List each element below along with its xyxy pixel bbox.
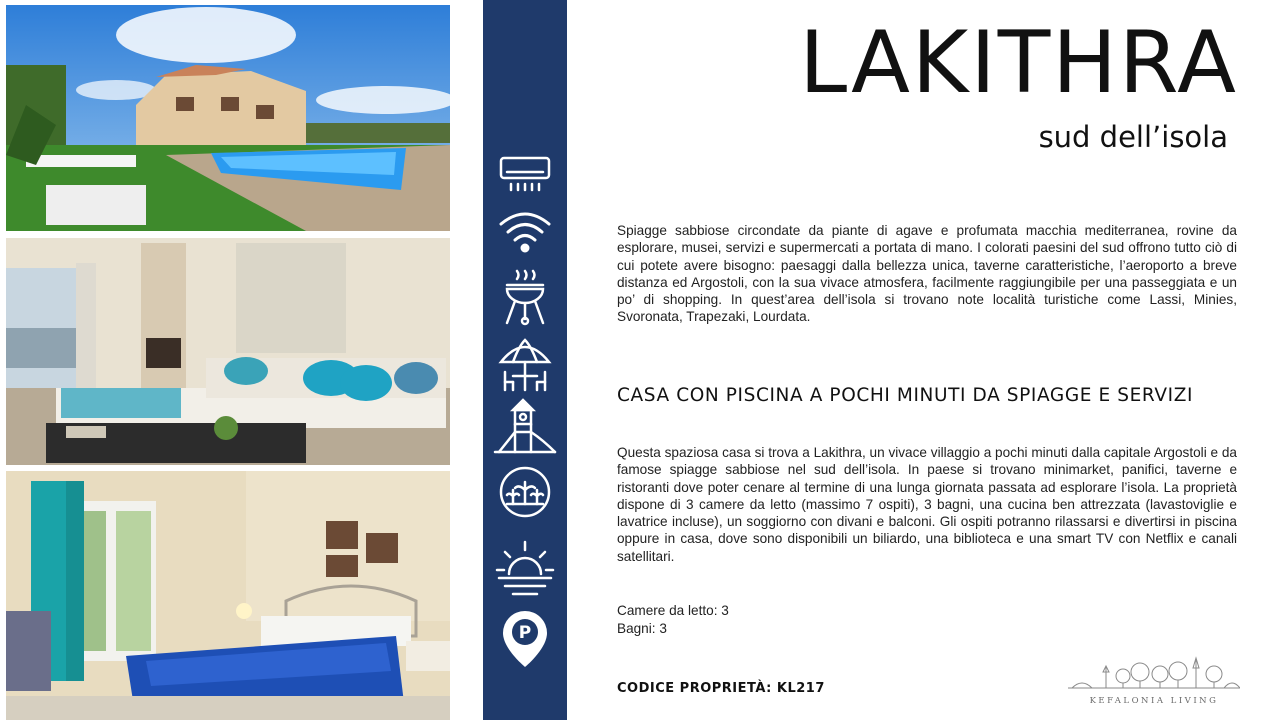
patio-umbrella-icon	[483, 332, 567, 396]
property-headline: CASA CON PISCINA A POCHI MINUTI DA SPIAGGE E SERVIZI	[617, 385, 1194, 406]
location-subtitle: sud dell’isola	[1038, 120, 1228, 154]
property-description: Questa spaziosa casa si trova a Lakithra, un vivace villaggio a pochi minuti dalla capitale Argostoli e da famose spiagge sabbiose nel sud dell’isola. In paese si trovano minimarket, panifici, taverne e ristoranti dove poter cenare al termine di una lunga giornata passata ad esplorare l’isola. La proprietà dispone di 3 camere da letto (massimo 7 ospiti), 3 bagni, una cucina ben attrezzata (lavastoviglie e lavatrice incluse), un soggiorno con divani e balconi. Gli ospiti potranno rilassarsi e divertirsi in piscina oppure in casa, dove sono disponibili un biliardo, una biblioteca e una smart TV con Netflix e canali satellitari.	[617, 445, 1237, 564]
property-facts	[617, 602, 729, 638]
bedrooms-count: Camere da letto: 3	[617, 603, 729, 618]
villa-pool-photo	[6, 5, 450, 231]
area-description: Spiagge sabbiose circondate da piante di agave e profumata macchia mediterranea, rovine da esplorare, musei, servizi e supermercati a portata di mano. I colorati paesini del sud offrono tutto ciò di cui potete avere bisogno: paesaggi dalla bellezza unica, taverne caratteristiche, l’aeroporto a breve distanza ed Argostoli, con la sua vivace atmosfera, facilmente raggiungibile per una passeggiata e un po’ di shopping. In quest’area dell’isola si trovano note località turistiche come Lassi, Minies, Svoronata, Trapezaki, Lourdata.	[617, 223, 1237, 325]
logo-text: KEFALONIA LIVING	[1089, 696, 1219, 706]
playground-icon	[483, 396, 567, 460]
kefalonia-living-logo	[1068, 652, 1240, 712]
amenities-sidebar	[483, 0, 567, 720]
bathrooms-count: Bagni: 3	[617, 621, 667, 636]
location-title: LAKITHRA	[799, 13, 1238, 113]
garden-icon	[483, 460, 567, 524]
living-room-photo	[6, 238, 450, 465]
wifi-icon	[483, 200, 567, 264]
parking-icon	[483, 607, 567, 671]
property-code: CODICE PROPRIETÀ: KL217	[617, 681, 825, 696]
bedroom-photo	[6, 471, 450, 720]
air-conditioner-icon	[483, 142, 567, 206]
svg-text:P: P	[518, 623, 532, 643]
sunset-icon	[483, 536, 567, 600]
barbecue-icon	[483, 265, 567, 329]
